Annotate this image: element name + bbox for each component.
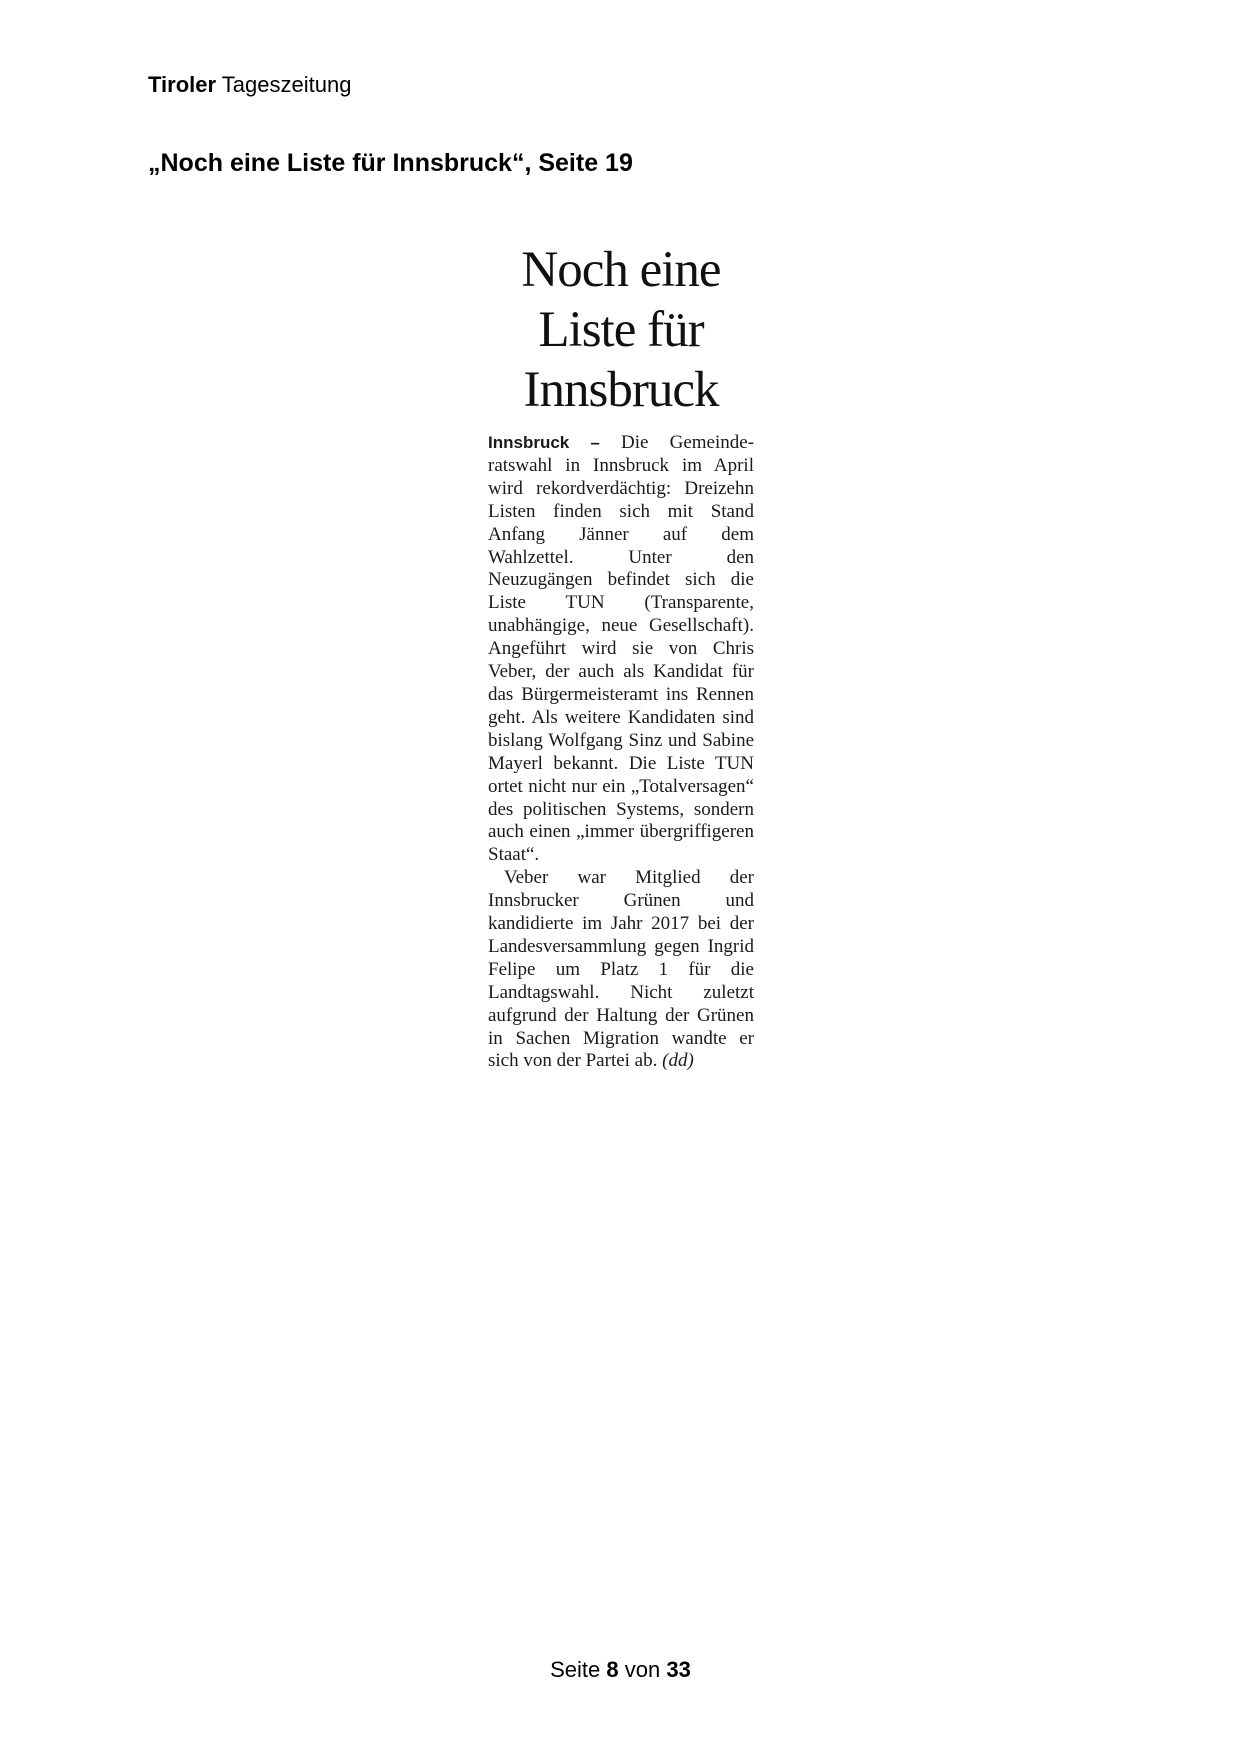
page-number	[0, 1657, 1241, 1683]
document-title: „Noch eine Liste für Innsbruck“, Seite 19	[148, 149, 633, 177]
newspaper-clipping	[488, 240, 754, 1073]
dateline-dash: –	[590, 433, 600, 452]
article-paragraph	[488, 432, 754, 867]
current-page: 8	[606, 1657, 619, 1682]
article-paragraph	[488, 867, 754, 1073]
headline-line: Liste für	[538, 302, 704, 358]
publication-name-rest: Tageszeitung	[221, 72, 352, 97]
page-number-prefix: Seite	[550, 1657, 601, 1682]
article-headline	[488, 240, 754, 420]
paragraph-text: Die Gemeinderatswahl in Innsbruck im April wird rekordverdächtig: Dreizehn Listen finden sich mit Stand Anfang Jänner auf dem Wahlzettel. Unter den Neuzugängen befindet sich die Liste TUN (Transparente, unabhängige, neue Gesellschaft). Angeführt wird sie von Chris Veber, der auch als Kandidat für das Bürgermeisteramt ins Rennen geht. Als weitere Kandidaten sind bislang Wolfgang Sinz und Sabine Mayerl bekannt. Die Liste TUN ortet nicht nur ein „Totalversagen“ des politischen Systems, sondern auch einen „immer übergriffigeren Staat“.	[488, 432, 755, 866]
headline-line: Noch eine	[521, 242, 721, 298]
article-dateline: Innsbruck	[488, 433, 570, 452]
publication-name	[148, 72, 351, 98]
total-pages: 33	[666, 1657, 691, 1682]
publication-name-bold: Tiroler	[148, 72, 217, 97]
page-number-middle: von	[624, 1657, 661, 1682]
author-byline: (dd)	[662, 1050, 694, 1072]
paragraph-text: Veber war Mitglied der Innsbrucker Grünen und kandidierte im Jahr 2017 bei der Landesversammlung gegen Ingrid Felipe um Platz 1 für die Landtagswahl. Nicht zuletzt aufgrund der Haltung der Grünen in Sachen Migration wandte er sich von der Partei ab.	[488, 867, 754, 1072]
headline-line: Innsbruck	[523, 362, 719, 418]
article-body	[488, 432, 754, 1073]
